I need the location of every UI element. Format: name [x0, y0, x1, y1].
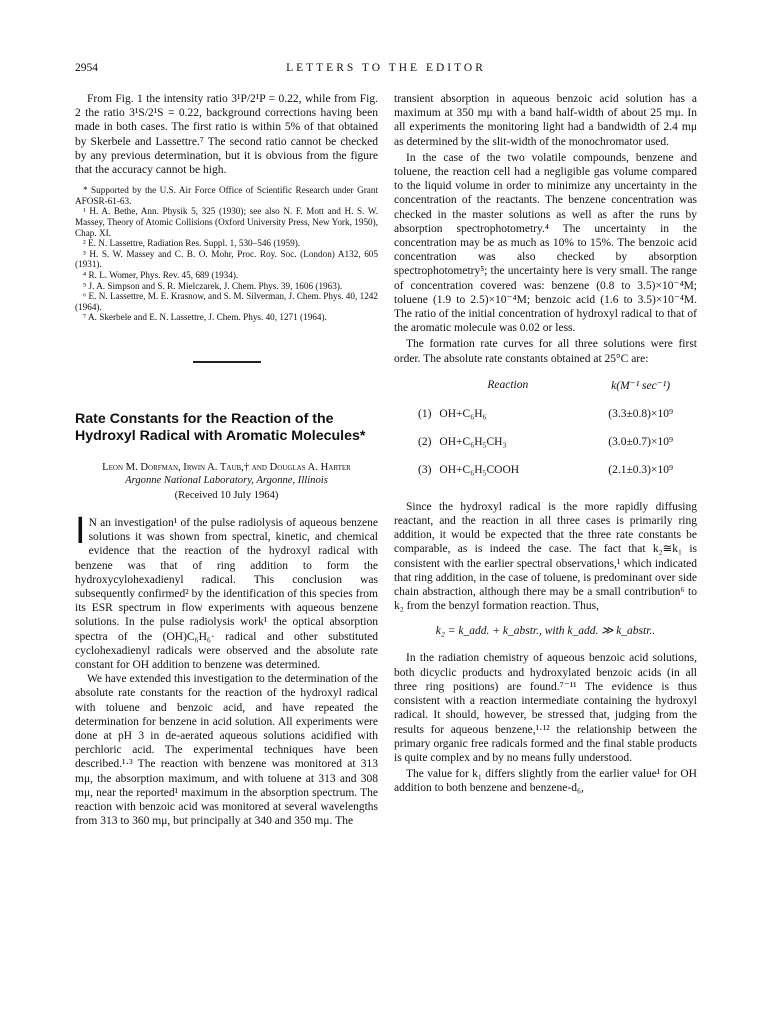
rate-equation: k₂ = k_add. + k_abstr., with k_add. ≫ k_abstr..	[435, 625, 656, 638]
reaction-formula: OH+C₆H₅CH₃	[439, 435, 507, 448]
table-header-reaction: Reaction	[487, 378, 529, 391]
second-paragraph: We have extended this investigation to the determination of the absolute rate constants for the reaction of the hydroxyl radical with toluene and benzoic acid, and have repeated the determination for benzene in acid solution. All experiments were done at pH 3 in de-aerated aqueous solutions acidified with perchloric acid. The experimental techniques have been described.¹·³ The reaction with benzene was monitored at 313 mμ, the absorption maximum, and with toluene at 313 and 308 mμ, near the reported¹ maximum in the absorption spectrum. The reaction with benzoic acid was monitored at several wavelengths from 313 to 360 mμ, but principally at 340 and 350 mμ. The	[75, 673, 378, 828]
intro-paragraph: From Fig. 1 the intensity ratio 3¹P/2¹P = 0.22, while from Fig. 2 the ratio 3¹S/2¹S = 0.22, background corrections having been made in both cases. The first ratio is within 5% of that obtained by Skerbele and Lassettre.⁷ The second ratio cannot be checked by any previous determination, but it is obvious from the figure that the accuracy cannot be high.	[75, 93, 378, 177]
reaction-formula: OH+C₆H₆	[439, 407, 487, 420]
rate-constant: (2.1±0.3)×10⁹	[608, 463, 673, 476]
section-divider	[193, 361, 261, 363]
page-header	[75, 62, 697, 78]
article-authors: Leon M. Dorfman, Irwin A. Taub,† and Douglas A. Harter	[102, 461, 351, 473]
table-header-k: k(M⁻¹ sec⁻¹)	[611, 379, 671, 392]
reaction-number: (3)	[418, 463, 432, 476]
closing-paragraph: The value for k₁ differs slightly from the earlier value¹ for OH addition to both benzene and benzene-d₆,	[394, 768, 697, 795]
footnotes	[75, 185, 378, 323]
rate-constants-table	[394, 378, 697, 486]
diffusion-paragraph: Since the hydroxyl radical is the more rapidly diffusing reactant, and the reaction in all three cases is primarily ring addition, it would be expected that the three rate constants be comparable, as is indeed the case. The fact that k₂≅k₁ is consistent with the earlier spectral observations,¹ which indicated that ring addition, in the case of toluene, is predominant over side chain abstraction, although there may be a small contribution⁶ to k₂ from the benzyl formation reaction. Thus,	[394, 500, 697, 613]
footnote: ⁴ R. L. Womer, Phys. Rev. 45, 689 (1934).	[83, 269, 239, 280]
footnote: * Supported by the U.S. Air Force Office of Scientific Research under Grant AFOSR-61-63.	[75, 185, 378, 206]
radiation-chemistry-paragraph: In the radiation chemistry of aqueous benzoic acid solutions, both dicyclic products and hydroxylated benzoic acids (in all three ring positions) are found.⁷⁻¹¹ The evidence is thus consistent with a reaction intermediate containing the hydroxyl radical. It should, however, be stressed that, judging from the results for aqueous benzene,¹·¹² the relationship between the primary organic free radicals formed and the final stable products is quite complex and by no means fully understood.	[394, 652, 697, 764]
footnote: ⁷ A. Skerbele and E. N. Lassettre, J. Chem. Phys. 40, 1271 (1964).	[83, 312, 327, 323]
reaction-formula: OH+C₆H₅COOH	[439, 463, 520, 476]
drop-cap: I	[75, 509, 86, 552]
footnote: ¹ H. A. Bethe, Ann. Physik 5, 325 (1930); see also N. F. Mott and H. S. W. Massey, Theory of Atomic Collisions (Oxford University Press, New York, 1950), Chap. XI.	[75, 206, 378, 238]
first-paragraph	[75, 509, 378, 672]
rate-intro-paragraph: The formation rate curves for all three solutions were first order. The absolute rate constants obtained at 25°C are:	[394, 338, 697, 365]
left-column	[75, 92, 378, 830]
reaction-number: (2)	[418, 435, 432, 448]
table-row	[394, 430, 697, 458]
article-title: Rate Constants for the Reaction of the Hydroxyl Radical with Aromatic Molecules*	[75, 410, 366, 444]
running-title: LETTERS TO THE EDITOR	[286, 62, 486, 74]
reaction-number: (1)	[418, 407, 432, 420]
table-row	[394, 458, 697, 486]
article-affiliation: Argonne National Laboratory, Argonne, Illinois	[125, 474, 328, 486]
footnote: ² E. N. Lassettre, Radiation Res. Suppl. 1, 530–546 (1959).	[83, 238, 301, 249]
footnote: ⁶ E. N. Lassettre, M. E. Krasnow, and S. M. Silverman, J. Chem. Phys. 40, 1242 (1964).	[75, 291, 378, 312]
received-date: (Received 10 July 1964)	[174, 489, 279, 501]
continued-paragraph: transient absorption in aqueous benzoic acid solution has a maximum at 350 mμ with a band half-width of about 25 mμ. In all experiments the monitoring light had a bandwidth of 2.4 mμ as determined by the slit-width of the monochromator used.	[394, 93, 697, 148]
rate-constant: (3.0±0.7)×10⁹	[608, 435, 673, 448]
table-row	[394, 402, 697, 430]
concentration-paragraph: In the case of the two volatile compounds, benzene and toluene, the reaction cell had a negligible gas volume compared to the liquid volume in order to minimize any uncertainty in the concentration of the reactants. The benzene concentration was checked in the master solutions as well as after the runs by absorption spectrophotometry.⁴ The uncertainty in the concentration may be as much as 10% to 15%. The benzoic acid concentration was also checked by absorption spectrophotometry⁵; the uncertainty here is very small. The range of concentration covered was: benzene (0.8 to 3.5)×10⁻⁴M; toluene (1.9 to 2.5)×10⁻⁴M; benzoic acid (1.6 to 3.5)×10⁻⁴M. The ratio of the initial concentration of hydroxyl radical to that of the aromatic molecule was 0.02 or less.	[394, 151, 697, 335]
rate-constant: (3.3±0.8)×10⁹	[608, 407, 673, 420]
right-column	[394, 92, 697, 798]
footnote: ⁵ J. A. Simpson and S. R. Mielczarek, J. Chem. Phys. 39, 1606 (1963).	[83, 280, 343, 291]
page-number: 2954	[75, 62, 98, 74]
first-paragraph-text: N an investigation¹ of the pulse radiolysis of aqueous benzene solutions it was shown from spectral, kinetic, and chemical evidence that the reaction of the hydroxyl radical with benzene was that of ring addition to form the hydroxycylohexadienyl radical. This conclusion was subsequently confirmed² by the identification of this species from its ESR spectrum in flow experiments with aqueous benzene solutions. In the pulse radiolysis work¹ the optical absorption spectra of the (OH)C₆H₆· radical and other substituted cyclohexadienyl radicals were observed and the absolute rate constant for OH addition to benzene was determined.	[75, 516, 378, 671]
footnote: ³ H. S. W. Massey and C. B. O. Mohr, Proc. Roy. Soc. (London) A132, 605 (1931).	[75, 248, 378, 270]
